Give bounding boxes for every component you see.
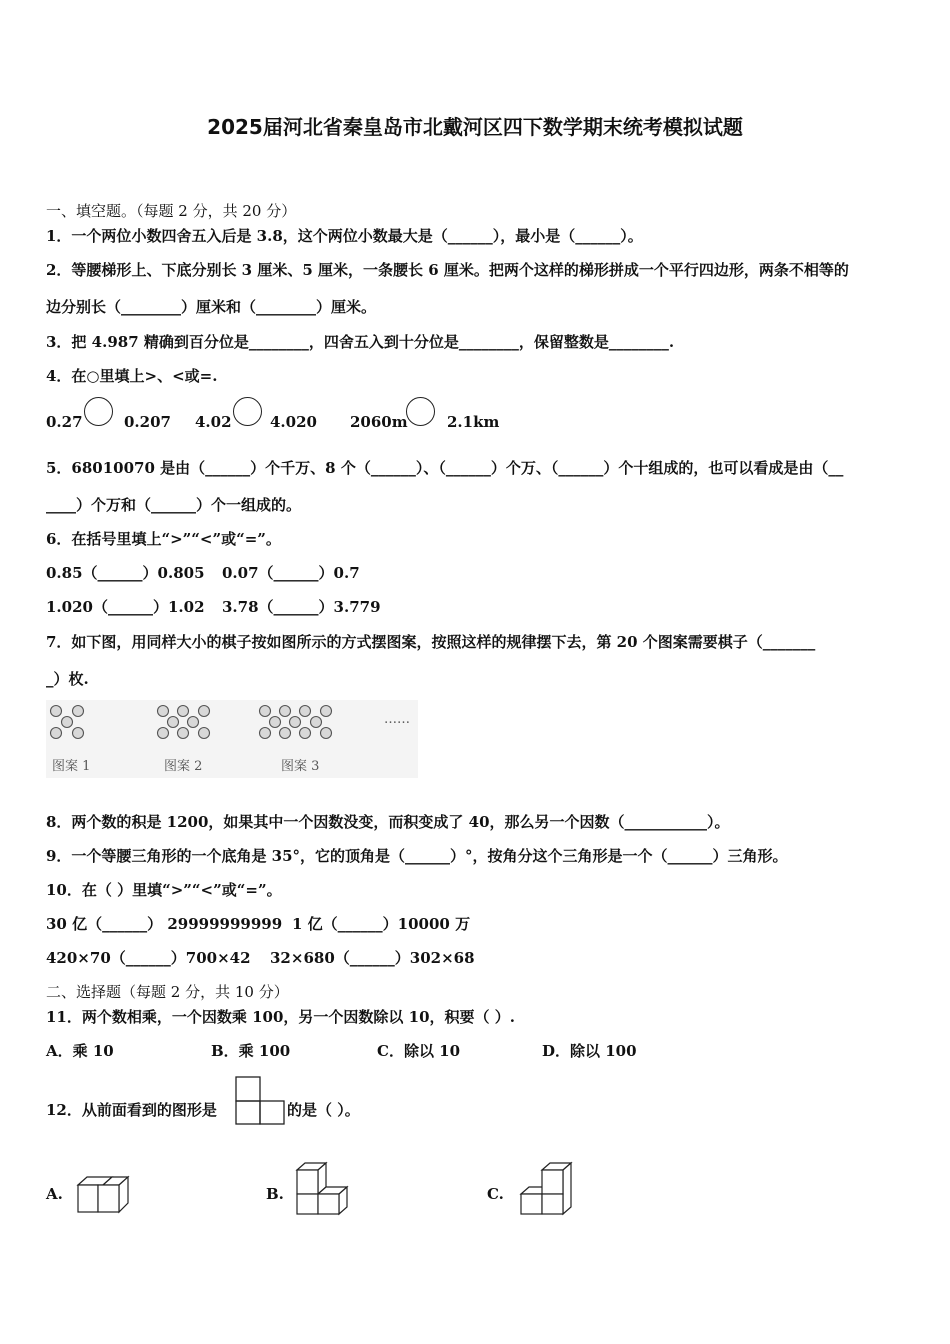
q11-option-b[interactable]: B．乘 100 [211,1042,291,1060]
question-2-line-2: 边分别长（________）厘米和（________）厘米。 [46,298,377,316]
q12-option-c-cubes[interactable] [520,1162,572,1216]
q6-row-1-a: 0.85（______）0.805 [46,564,205,582]
chess-piece [73,728,84,739]
pattern-label-3: 图案 3 [281,759,320,774]
q12-option-b-cubes[interactable] [296,1162,348,1216]
q4-item-2-left: 4.02 [195,413,232,431]
compare-circle[interactable] [233,397,262,426]
chess-piece [168,717,179,728]
question-4: 4．在○里填上>、<或=. [46,367,218,385]
question-1: 1．一个两位小数四舍五入后是 3.8，这个两位小数最大是（______），最小是（______）。 [46,227,643,245]
chess-piece [300,728,311,739]
q4-item-2-right: 4.020 [270,413,317,431]
q10-row-1-b: 1 亿（______）10000 万 [292,915,471,933]
question-7-line-2: _）枚. [46,670,89,688]
q10-row-2-a: 420×70（______）700×42 [46,949,251,967]
q11-option-d[interactable]: D．除以 100 [542,1042,637,1060]
question-7-line-1: 7．如下图，用同样大小的棋子按如图所示的方式摆图案，按照这样的规律摆下去，第 20 个图案需要棋子（_______ [46,633,816,651]
q12-option-b-label[interactable]: B. [266,1185,284,1203]
question-5-line-2: ____）个万和（______）个一组成的。 [46,496,302,514]
compare-circle[interactable] [406,397,435,426]
q11-option-c[interactable]: C．除以 10 [377,1042,461,1060]
question-5-line-1: 5．68010070 是由（______）个千万、8 个（______）、（______）个万、（______）个十组成的，也可以看成是由（__ [46,459,844,477]
chess-piece [73,706,84,717]
question-2-line-1: 2．等腰梯形上、下底分别长 3 厘米、5 厘米，一条腰长 6 厘米。把两个这样的梯形拼成一个平行四边形，两条不相等的 [46,261,849,279]
q6-row-2-a: 1.020（______）1.02 [46,598,205,616]
pattern-ellipsis: …… [384,712,410,727]
question-12-end: 的是（ ）。 [287,1101,360,1119]
chess-piece [270,717,281,728]
chess-piece [188,717,199,728]
pattern-figure [46,700,418,778]
chess-piece [199,706,210,717]
question-8: 8．两个数的积是 1200，如果其中一个因数没变，而积变成了 40，那么另一个因数（___________）。 [46,813,730,831]
q6-row-1-b: 0.07（______）0.7 [222,564,360,582]
question-10: 10．在（ ）里填“>”“<”或“=”。 [46,881,282,899]
section-2-heading: 二、选择题（每题 2 分，共 10 分） [46,983,289,1001]
q12-option-a-label[interactable]: A. [46,1185,63,1203]
compare-circle[interactable] [84,397,113,426]
question-3: 3．把 4.987 精确到百分位是________，四舍五入到十分位是________，保留整数是________. [46,333,675,351]
page-title: 2025届河北省秦皇岛市北戴河区四下数学期末统考模拟试题 [207,115,743,139]
pattern-label-2: 图案 2 [164,759,203,774]
chess-piece [321,706,332,717]
chess-piece [51,728,62,739]
front-view-figure [235,1076,285,1126]
q4-item-1-left: 0.27 [46,413,83,431]
q6-row-2-b: 3.78（______）3.779 [222,598,381,616]
chess-piece [62,717,73,728]
chess-piece [178,706,189,717]
chess-piece [300,706,311,717]
pattern-figure-graphic [46,700,418,778]
chess-piece [280,728,291,739]
chess-piece [199,728,210,739]
question-12-start: 12．从前面看到的图形是 [46,1101,217,1119]
chess-piece [311,717,322,728]
chess-piece [260,706,271,717]
question-9: 9．一个等腰三角形的一个底角是 35°，它的顶角是（______）°，按角分这个三角形是一个（______）三角形。 [46,847,788,865]
chess-piece [178,728,189,739]
chess-piece [260,728,271,739]
question-11: 11．两个数相乘，一个因数乘 100，另一个因数除以 10，积要（ ）. [46,1008,515,1026]
chess-piece [290,717,301,728]
q12-option-a-cubes[interactable] [77,1175,129,1215]
chess-piece [158,728,169,739]
q4-item-1-right: 0.207 [124,413,171,431]
q10-row-2-b: 32×680（______）302×68 [270,949,475,967]
q4-item-3-right: 2.1km [447,413,500,431]
q12-option-c-label[interactable]: C. [487,1185,504,1203]
q11-option-a[interactable]: A．乘 10 [46,1042,114,1060]
question-6: 6．在括号里填上“>”“<”或“=”。 [46,530,281,548]
q10-row-1-a: 30 亿（______） 29999999999 [46,915,283,933]
chess-piece [280,706,291,717]
chess-piece [321,728,332,739]
chess-piece [158,706,169,717]
q4-item-3-left: 2060m [350,413,408,431]
pattern-label-1: 图案 1 [52,759,91,774]
section-1-heading: 一、填空题。（每题 2 分，共 20 分） [46,202,297,220]
chess-piece [51,706,62,717]
